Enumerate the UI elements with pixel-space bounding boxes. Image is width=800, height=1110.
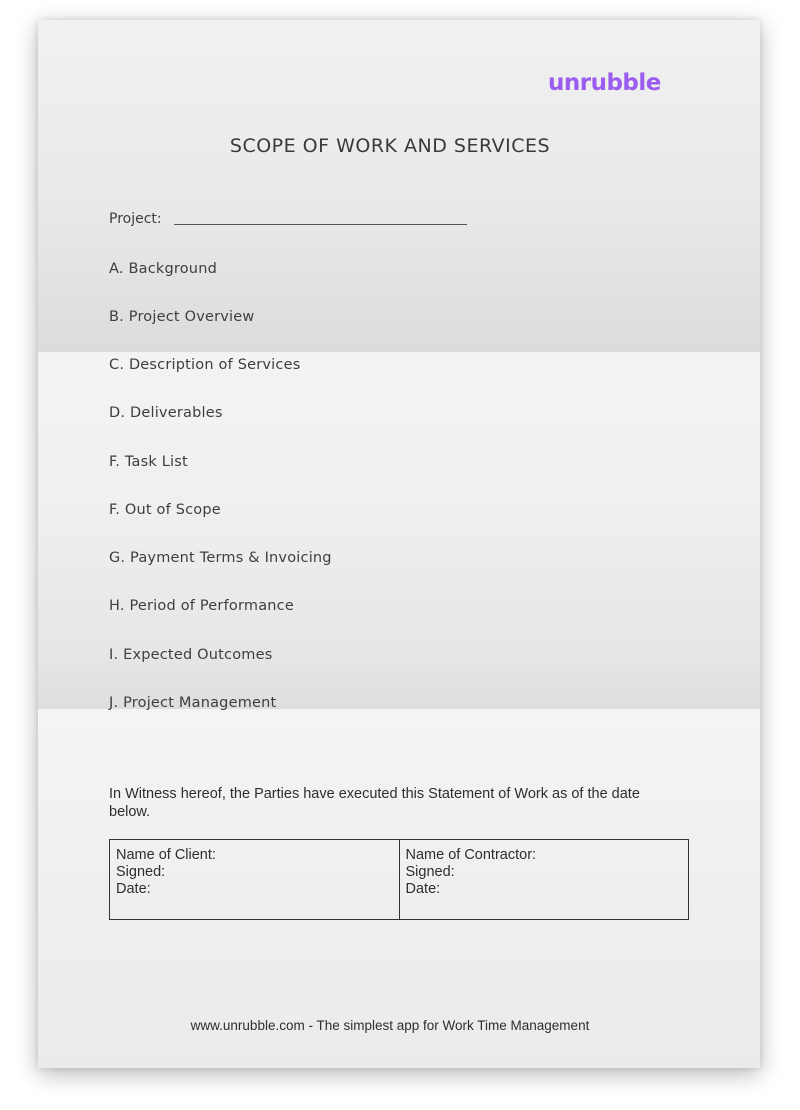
section-background: A. Background <box>109 261 217 277</box>
section-project-management: J. Project Management <box>109 695 277 711</box>
contractor-signature-cell <box>399 840 689 919</box>
project-field <box>109 211 467 227</box>
contractor-name-label: Name of Contractor: <box>405 847 537 863</box>
client-signed-label: Signed: <box>116 864 166 880</box>
client-date-label: Date: <box>116 881 151 897</box>
section-project-overview: B. Project Overview <box>109 309 255 325</box>
project-blank-line <box>174 224 467 225</box>
contractor-date-label: Date: <box>405 881 441 897</box>
client-signature-cell <box>110 840 399 919</box>
section-deliverables: D. Deliverables <box>109 405 223 421</box>
client-name-label: Name of Client: <box>116 847 216 863</box>
witness-statement: In Witness hereof, the Parties have executed this Statement of Work as of the date below. <box>109 786 640 820</box>
project-label: Project: <box>109 211 162 227</box>
section-payment-terms: G. Payment Terms & Invoicing <box>109 550 332 566</box>
section-expected-outcomes: I. Expected Outcomes <box>109 647 273 663</box>
section-period-of-performance: H. Period of Performance <box>109 598 294 614</box>
footer-text: www.unrubble.com - The simplest app for Work Time Management <box>190 1018 590 1033</box>
unrubble-logo: unrubble <box>548 70 661 96</box>
section-description-of-services: C. Description of Services <box>109 357 301 373</box>
contractor-signed-label: Signed: <box>405 864 455 880</box>
document-title: SCOPE OF WORK AND SERVICES <box>229 135 551 157</box>
section-task-list: F. Task List <box>109 454 188 470</box>
signature-table <box>109 839 689 920</box>
section-out-of-scope: F. Out of Scope <box>109 502 221 518</box>
